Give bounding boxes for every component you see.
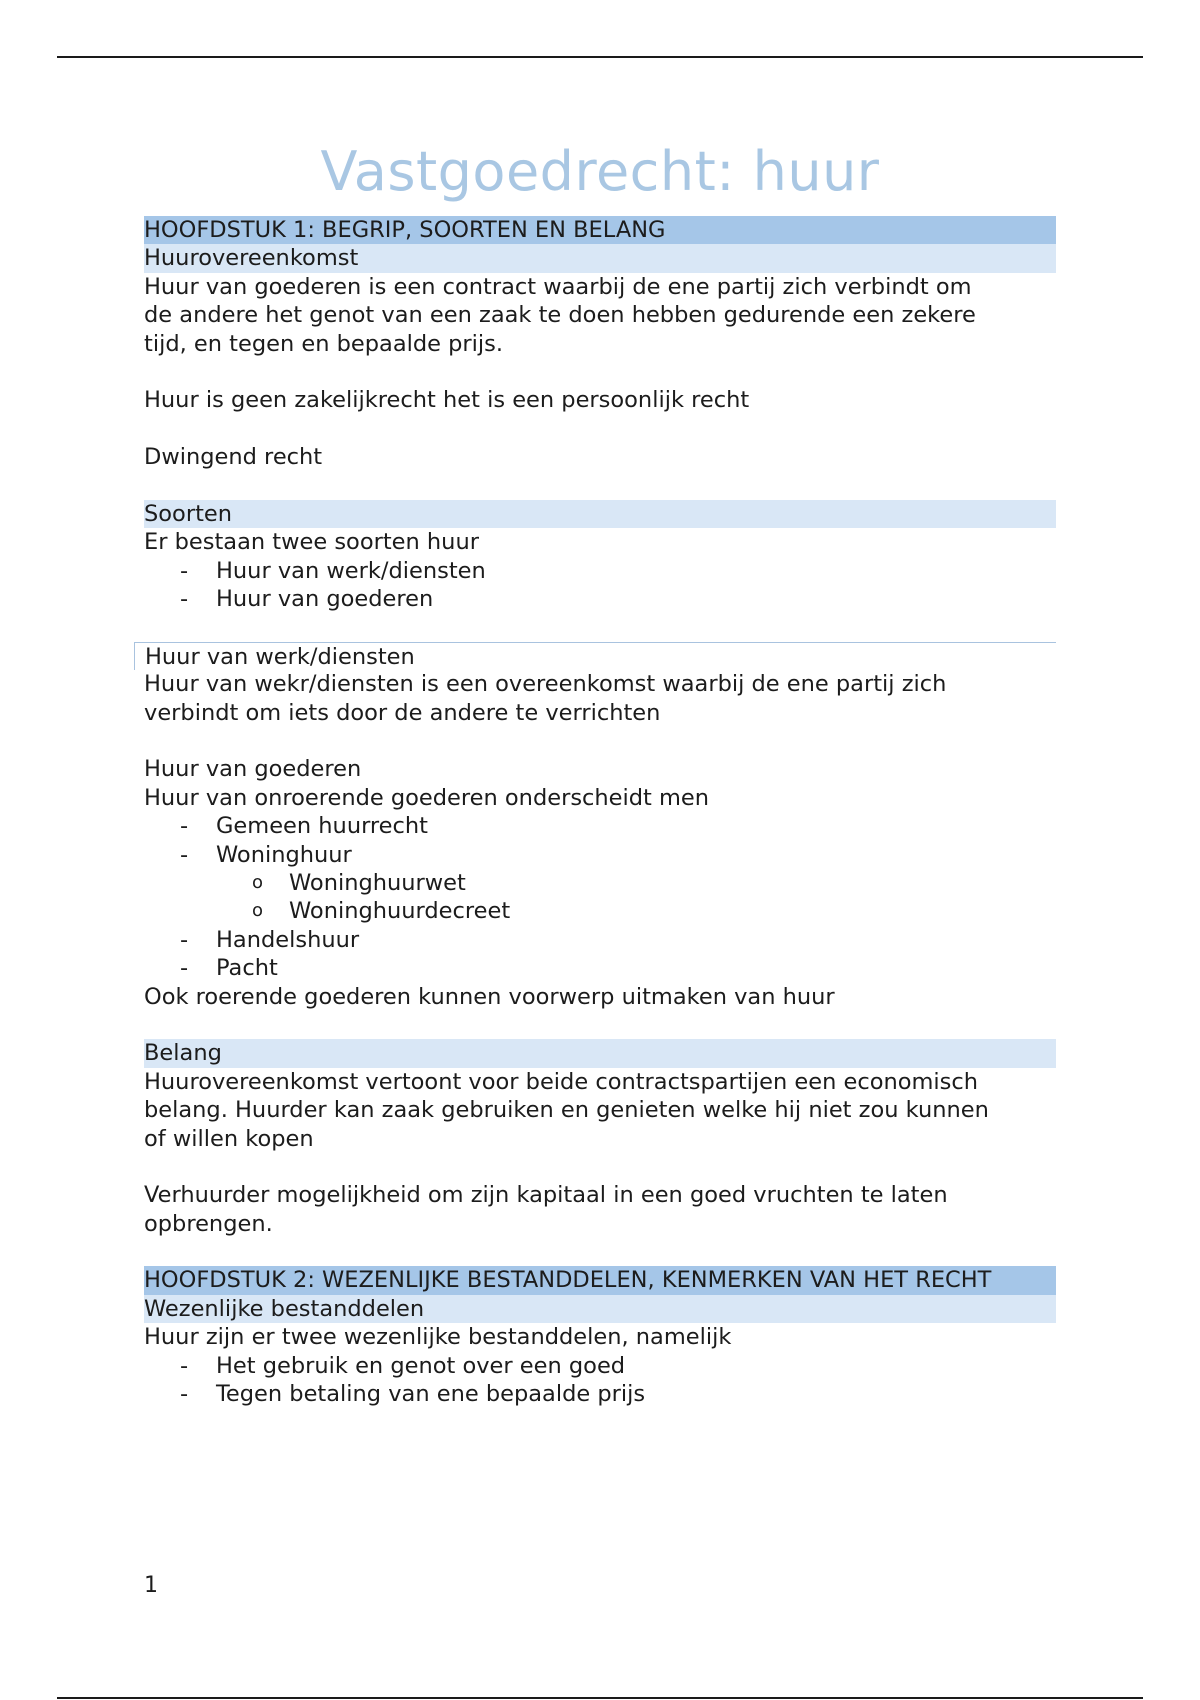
paragraph-line: of willen kopen <box>144 1125 314 1152</box>
document-body <box>144 216 1056 1408</box>
page-number: 1 <box>144 1573 158 1598</box>
paragraph-line: Huur van onroerende goederen onderscheidt men <box>144 784 710 811</box>
circle-bullet: o <box>252 871 264 893</box>
list-item: - Het gebruik en genot over een goed <box>180 1352 626 1379</box>
paragraph-line: Ook roerende goederen kunnen voorwerp uitmaken van huur <box>144 983 835 1010</box>
top-rule <box>57 56 1143 58</box>
list-item: - Pacht <box>180 955 278 982</box>
paragraph-line: Huur van goederen is een contract waarbij de ene partij zich verbindt om <box>144 273 972 300</box>
subsection-heading-goederen: Huur van goederen <box>144 756 362 783</box>
paragraph-line: Huur van wekr/diensten is een overeenkomst waarbij de ene partij zich <box>144 671 947 698</box>
paragraph-line: Verhuurder mogelijkheid om zijn kapitaal in een goed vruchten te laten <box>144 1182 948 1209</box>
list-item: - Huur van werk/diensten <box>180 557 486 584</box>
dash-bullet: - <box>180 955 189 982</box>
chapter-1-heading: HOOFDSTUK 1: BEGRIP, SOORTEN EN BELANG <box>144 216 1056 244</box>
dash-bullet: - <box>180 1381 189 1408</box>
section-heading-soorten: Soorten <box>144 500 1056 528</box>
list-item: - Woninghuur <box>180 841 352 868</box>
paragraph-line: tijd, en tegen en bepaalde prijs. <box>144 330 504 357</box>
section-heading-huurovereenkomst: Huurovereenkomst <box>144 244 1056 272</box>
dash-bullet: - <box>180 586 189 613</box>
paragraph-line: opbrengen. <box>144 1210 273 1237</box>
list-item: - Gemeen huurrecht <box>180 813 428 840</box>
paragraph-line: Huur is geen zakelijkrecht het is een persoonlijk recht <box>144 387 750 414</box>
sub-list-item: o Woninghuurdecreet <box>252 898 511 925</box>
section-heading-belang: Belang <box>144 1039 1056 1067</box>
section-heading-wezenlijke-bestanddelen: Wezenlijke bestanddelen <box>144 1295 1056 1323</box>
dash-bullet: - <box>180 813 189 840</box>
list-item: - Tegen betaling van ene bepaalde prijs <box>180 1381 646 1408</box>
paragraph-line: de andere het genot van een zaak te doen hebben gedurende een zekere <box>144 302 976 329</box>
list-item: - Huur van goederen <box>180 586 434 613</box>
sub-list-item: o Woninghuurwet <box>252 869 466 896</box>
dash-bullet: - <box>180 1352 189 1379</box>
bottom-rule <box>57 1697 1143 1699</box>
circle-bullet: o <box>252 900 264 922</box>
dash-bullet: - <box>180 841 189 868</box>
paragraph-line: Dwingend recht <box>144 444 323 471</box>
dash-bullet: - <box>180 926 189 953</box>
dash-bullet: - <box>180 557 189 584</box>
paragraph-line: Huurovereenkomst vertoont voor beide contractspartijen een economisch <box>144 1068 979 1095</box>
page-title: Vastgoedrecht: huur <box>320 140 880 203</box>
paragraph-line: Huur zijn er twee wezenlijke bestanddelen, namelijk <box>144 1324 732 1351</box>
paragraph-line: belang. Huurder kan zaak gebruiken en genieten welke hij niet zou kunnen <box>144 1097 989 1124</box>
subsection-heading-werk: Huur van werk/diensten <box>134 642 1056 670</box>
list-item: - Handelshuur <box>180 926 360 953</box>
paragraph-line: Er bestaan twee soorten huur <box>144 529 479 556</box>
chapter-2-heading: HOOFDSTUK 2: WEZENLIJKE BESTANDDELEN, KENMERKEN VAN HET RECHT <box>144 1266 1056 1294</box>
paragraph-line: verbindt om iets door de andere te verrichten <box>144 699 661 726</box>
